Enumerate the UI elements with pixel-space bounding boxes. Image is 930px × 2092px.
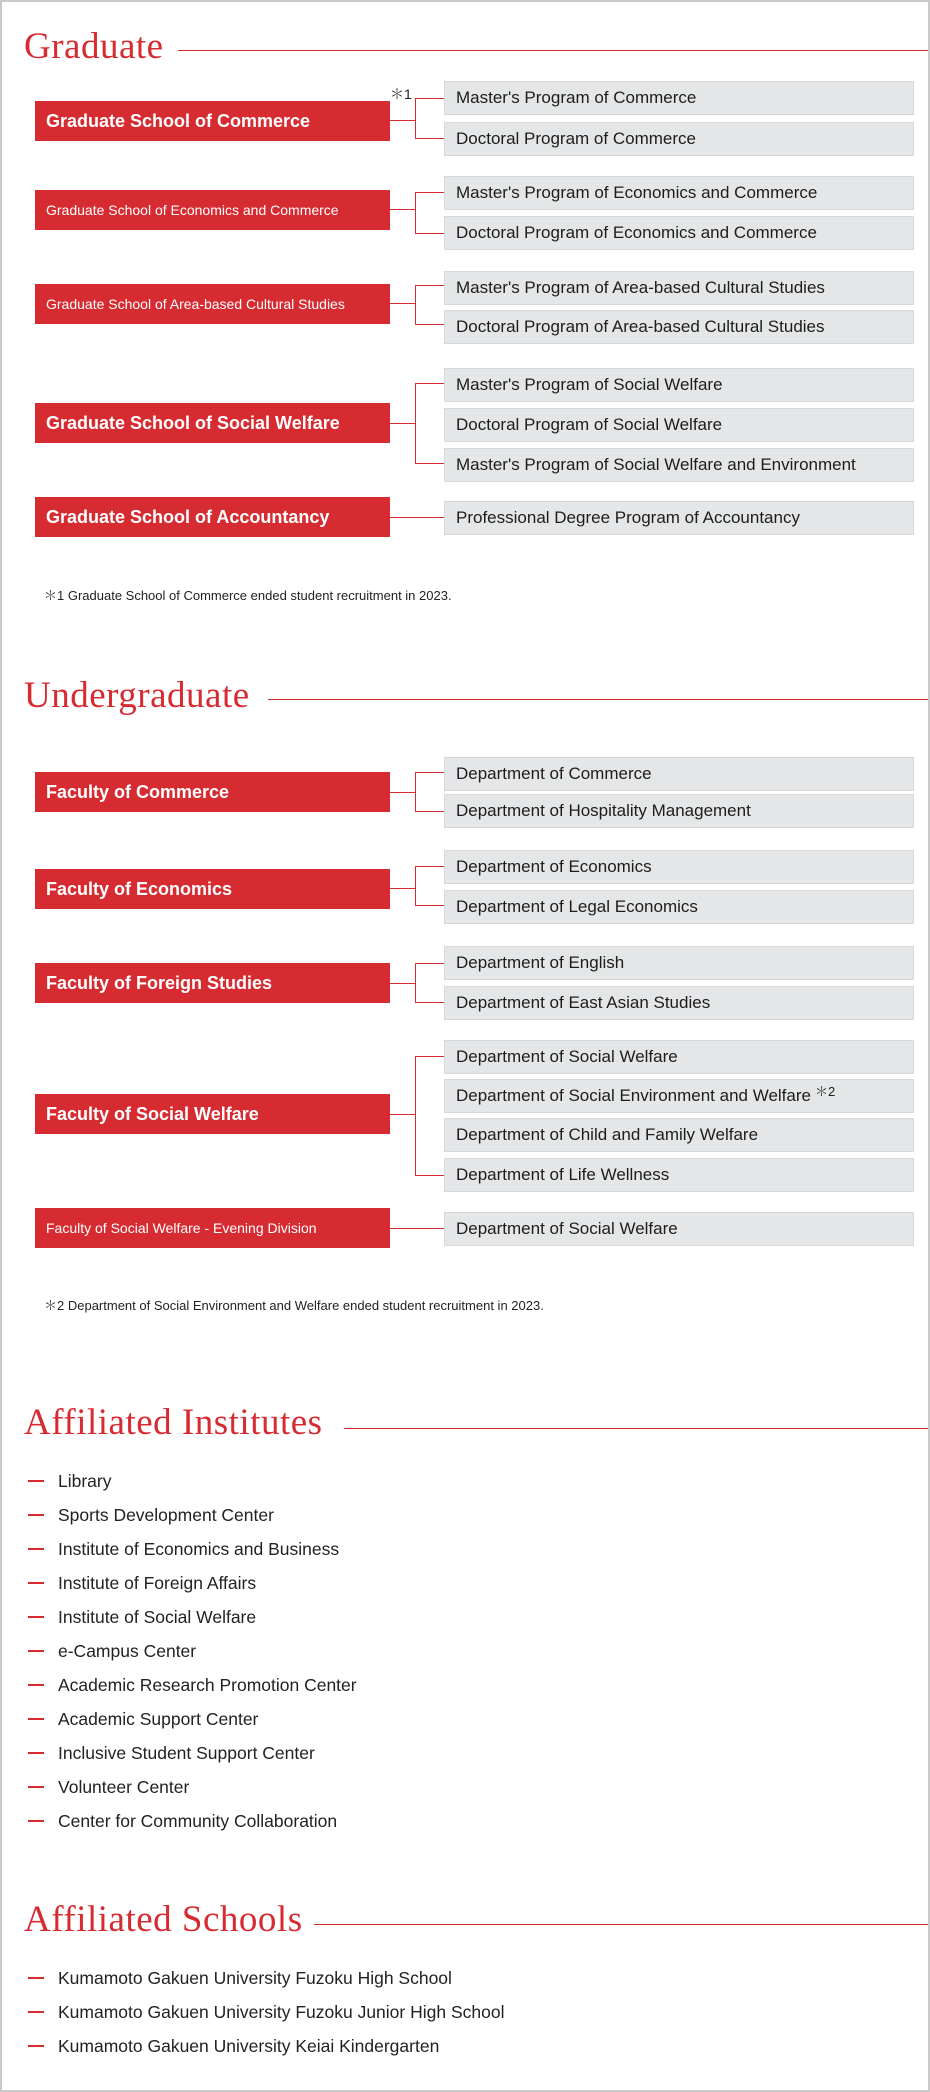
connector xyxy=(415,383,444,384)
school-item-label: Kumamoto Gakuen University Fuzoku Junior High School xyxy=(58,2001,505,2022)
graduate-school-commerce: Graduate School of Commerce xyxy=(35,101,390,141)
connector xyxy=(415,463,444,464)
institute-item-label: Sports Development Center xyxy=(58,1504,274,1525)
connector xyxy=(415,192,444,193)
program-item: Doctoral Program of Economics and Commerce xyxy=(444,216,914,250)
dash-bullet-icon xyxy=(28,1480,44,1482)
department-item-label: Department of Social Environment and Welfare xyxy=(456,1086,811,1105)
program-item: Professional Degree Program of Accountancy xyxy=(444,501,914,535)
program-item: Doctoral Program of Commerce xyxy=(444,122,914,156)
connector xyxy=(415,866,444,867)
dash-bullet-icon xyxy=(28,1582,44,1584)
faculty-commerce: Faculty of Commerce xyxy=(35,772,390,812)
program-item: Master's Program of Social Welfare and Environment xyxy=(444,448,914,482)
institutes-heading xyxy=(24,1400,323,1444)
undergraduate-heading xyxy=(24,673,250,717)
institute-item-label: Volunteer Center xyxy=(58,1776,190,1797)
institute-item-label: Academic Support Center xyxy=(58,1708,259,1729)
dash-bullet-icon xyxy=(28,1752,44,1754)
institute-item xyxy=(28,1537,339,1561)
undergraduate-footnote: ＊2 Department of Social Environment and Welfare ended student recruitment in 2023. xyxy=(44,1298,544,1313)
program-item: Master's Program of Area-based Cultural Studies xyxy=(444,271,914,305)
connector xyxy=(415,866,416,906)
institute-item xyxy=(28,1639,196,1663)
school-item-label: Kumamoto Gakuen University Keiai Kindergarten xyxy=(58,2035,440,2056)
connector xyxy=(390,1228,444,1229)
dash-bullet-icon xyxy=(28,1514,44,1516)
connector xyxy=(415,963,444,964)
graduate-school-economics-commerce: Graduate School of Economics and Commerce xyxy=(35,190,390,230)
department-item: Department of East Asian Studies xyxy=(444,986,914,1020)
institute-item xyxy=(28,1571,256,1595)
connector xyxy=(415,772,416,812)
graduate-heading-rule xyxy=(178,50,928,51)
connector xyxy=(415,192,416,234)
dash-bullet-icon xyxy=(28,1684,44,1686)
school-item xyxy=(28,1966,452,1990)
graduate-footnote: ＊1 Graduate School of Commerce ended student recruitment in 2023. xyxy=(44,588,452,603)
dash-bullet-icon xyxy=(28,2011,44,2013)
connector xyxy=(390,517,444,518)
institutes-heading-text: Affiliated Institutes xyxy=(24,1401,323,1443)
connector xyxy=(415,905,444,906)
institute-item xyxy=(28,1707,258,1731)
connector xyxy=(415,1056,416,1176)
connector xyxy=(390,423,415,424)
connector xyxy=(415,1056,444,1057)
institute-item xyxy=(28,1605,256,1629)
connector xyxy=(390,120,415,121)
institute-item xyxy=(28,1673,357,1697)
connector xyxy=(415,98,416,139)
institute-item xyxy=(28,1469,112,1493)
dash-bullet-icon xyxy=(28,1820,44,1822)
program-item: Master's Program of Commerce xyxy=(444,81,914,115)
institute-item xyxy=(28,1503,274,1527)
connector xyxy=(390,983,415,984)
department-item: Department of Social Welfare xyxy=(444,1212,914,1246)
connector xyxy=(390,792,415,793)
connector xyxy=(390,209,415,210)
institute-item-label: Library xyxy=(58,1470,112,1491)
department-item: Department of Child and Family Welfare xyxy=(444,1118,914,1152)
note-mark-1: ＊1 xyxy=(390,86,412,102)
institutes-heading-rule xyxy=(344,1428,928,1429)
institute-item xyxy=(28,1741,315,1765)
program-item: Master's Program of Social Welfare xyxy=(444,368,914,402)
department-item: Department of English xyxy=(444,946,914,980)
graduate-school-social-welfare: Graduate School of Social Welfare xyxy=(35,403,390,443)
program-item: Doctoral Program of Social Welfare xyxy=(444,408,914,442)
connector xyxy=(390,1114,415,1115)
school-item xyxy=(28,2034,439,2058)
department-item: Department of Economics xyxy=(444,850,914,884)
connector xyxy=(415,772,444,773)
program-item: Master's Program of Economics and Commerce xyxy=(444,176,914,210)
connector xyxy=(415,1002,444,1003)
institute-item-label: Institute of Foreign Affairs xyxy=(58,1572,257,1593)
graduate-heading-text: Graduate xyxy=(24,25,164,67)
connector xyxy=(415,963,416,1003)
dash-bullet-icon xyxy=(28,1786,44,1788)
schools-heading-rule xyxy=(314,1924,928,1925)
schools-heading xyxy=(24,1897,303,1941)
graduate-school-area-cultural: Graduate School of Area-based Cultural Studies xyxy=(35,284,390,324)
note-mark-2: ＊2 xyxy=(814,1083,836,1099)
dash-bullet-icon xyxy=(28,1548,44,1550)
connector xyxy=(415,1175,444,1176)
dash-bullet-icon xyxy=(28,2045,44,2047)
dash-bullet-icon xyxy=(28,1650,44,1652)
faculty-foreign-studies: Faculty of Foreign Studies xyxy=(35,963,390,1003)
connector xyxy=(415,233,444,234)
undergraduate-heading-rule xyxy=(268,699,928,700)
school-item xyxy=(28,2000,504,2024)
dash-bullet-icon xyxy=(28,1977,44,1979)
school-item-label: Kumamoto Gakuen University Fuzoku High School xyxy=(58,1967,452,1988)
institute-item-label: Academic Research Promotion Center xyxy=(58,1674,357,1695)
connector xyxy=(415,98,444,99)
connector xyxy=(415,383,416,464)
connector xyxy=(390,303,415,304)
department-item xyxy=(444,1079,914,1113)
department-item: Department of Legal Economics xyxy=(444,890,914,924)
faculty-economics: Faculty of Economics xyxy=(35,869,390,909)
institute-item-label: Institute of Economics and Business xyxy=(58,1538,340,1559)
institute-item xyxy=(28,1775,189,1799)
connector xyxy=(415,138,444,139)
schools-heading-text: Affiliated Schools xyxy=(24,1898,303,1940)
dash-bullet-icon xyxy=(28,1616,44,1618)
institute-item-label: Center for Community Collaboration xyxy=(58,1810,338,1831)
department-item: Department of Life Wellness xyxy=(444,1158,914,1192)
undergraduate-heading-text: Undergraduate xyxy=(24,674,250,716)
connector xyxy=(415,285,416,325)
connector xyxy=(415,811,444,812)
department-item: Department of Social Welfare xyxy=(444,1040,914,1074)
program-item: Doctoral Program of Area-based Cultural Studies xyxy=(444,310,914,344)
institute-item-label: Institute of Social Welfare xyxy=(58,1606,257,1627)
connector xyxy=(415,324,444,325)
institute-item-label: Inclusive Student Support Center xyxy=(58,1742,315,1763)
faculty-social-welfare-evening: Faculty of Social Welfare - Evening Division xyxy=(35,1208,390,1248)
connector xyxy=(415,285,444,286)
department-item: Department of Hospitality Management xyxy=(444,794,914,828)
dash-bullet-icon xyxy=(28,1718,44,1720)
graduate-school-accountancy: Graduate School of Accountancy xyxy=(35,497,390,537)
connector xyxy=(390,888,415,889)
department-item: Department of Commerce xyxy=(444,757,914,791)
institute-item-label: e-Campus Center xyxy=(58,1640,197,1661)
faculty-social-welfare: Faculty of Social Welfare xyxy=(35,1094,390,1134)
institute-item xyxy=(28,1809,337,1833)
graduate-heading xyxy=(24,24,164,68)
